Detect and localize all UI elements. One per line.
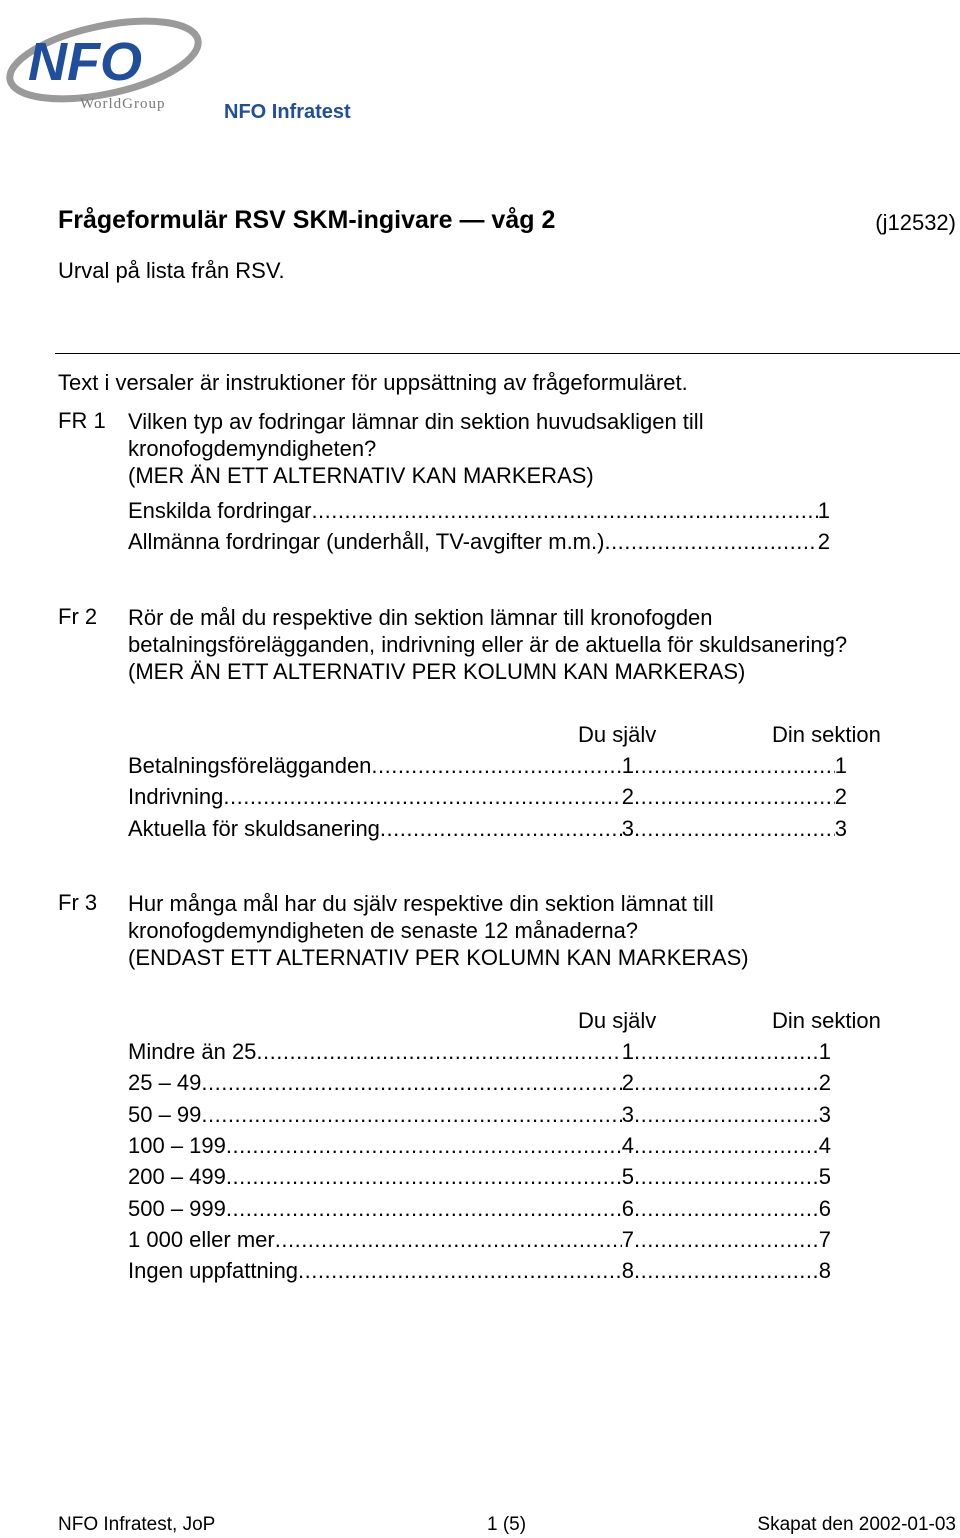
option-label: Indrivning bbox=[128, 784, 224, 810]
self-column bbox=[128, 1227, 634, 1253]
leader-dots bbox=[311, 498, 817, 524]
leader-dots bbox=[634, 1102, 819, 1128]
logo-brand: NFO bbox=[28, 32, 142, 92]
self-code: 5 bbox=[621, 1164, 634, 1190]
leader-dots bbox=[634, 1227, 819, 1253]
self-code: 3 bbox=[621, 1101, 634, 1127]
option-label: 25 – 49 bbox=[128, 1070, 202, 1096]
q3-option-row[interactable] bbox=[128, 1039, 831, 1067]
q3-option-row[interactable] bbox=[128, 1102, 831, 1130]
q1-line: Vilken typ av fodringar lämnar din sektion huvudsakligen till bbox=[128, 409, 704, 434]
leader-dots bbox=[634, 816, 835, 842]
option-label: Aktuella för skuldsanering bbox=[128, 815, 380, 841]
self-column bbox=[128, 816, 634, 842]
self-code: 2 bbox=[621, 1070, 634, 1096]
self-column bbox=[128, 784, 634, 810]
footer-left: NFO Infratest, JoP bbox=[58, 1514, 216, 1535]
section-code: 8 bbox=[818, 1258, 831, 1284]
self-column bbox=[128, 1258, 634, 1284]
leader-dots bbox=[634, 1039, 819, 1065]
form-code: (j12532) bbox=[875, 210, 956, 235]
leader-dots bbox=[604, 529, 817, 555]
q1-option-row[interactable] bbox=[128, 529, 830, 557]
q1-line: (MER ÄN ETT ALTERNATIV KAN MARKERAS) bbox=[128, 463, 594, 488]
leader-dots bbox=[298, 1258, 622, 1284]
q2-text bbox=[128, 604, 847, 685]
q2-col-self: Du själv bbox=[578, 722, 657, 747]
q3-option-row[interactable] bbox=[128, 1070, 831, 1098]
self-column bbox=[128, 1164, 634, 1190]
option-label: Allmänna fordringar (underhåll, TV-avgifter m.m.) bbox=[128, 529, 605, 554]
self-code: 4 bbox=[621, 1132, 634, 1158]
section-code: 4 bbox=[818, 1132, 831, 1158]
nfo-logo bbox=[4, 8, 364, 124]
section-code: 1 bbox=[818, 1039, 831, 1064]
option-label: 200 – 499 bbox=[128, 1164, 226, 1190]
leader-dots bbox=[634, 1070, 819, 1096]
q2-line: (MER ÄN ETT ALTERNATIV PER KOLUMN KAN MARKERAS) bbox=[128, 659, 746, 684]
leader-dots bbox=[226, 1196, 622, 1222]
leader-dots bbox=[201, 1070, 621, 1096]
leader-dots bbox=[634, 1133, 819, 1159]
option-label: 50 – 99 bbox=[128, 1101, 202, 1127]
self-column bbox=[128, 1133, 634, 1159]
q1-text bbox=[128, 408, 704, 489]
q3-option-row[interactable] bbox=[128, 1227, 831, 1255]
self-code: 8 bbox=[621, 1258, 634, 1284]
q3-option-row[interactable] bbox=[128, 1133, 831, 1161]
q2-col-section: Din sektion bbox=[772, 722, 881, 747]
self-code: 1 bbox=[621, 1039, 634, 1064]
self-code: 7 bbox=[621, 1226, 634, 1252]
leader-dots bbox=[634, 1258, 819, 1284]
q3-option-row[interactable] bbox=[128, 1164, 831, 1192]
leader-dots bbox=[275, 1227, 622, 1253]
q3-option-row[interactable] bbox=[128, 1258, 831, 1286]
self-code: 2 bbox=[621, 784, 634, 810]
q2-option-row[interactable] bbox=[128, 753, 847, 781]
footer-created: Skapat den 2002-01-03 bbox=[757, 1514, 956, 1535]
section-code: 7 bbox=[818, 1226, 831, 1252]
q1-number: FR 1 bbox=[58, 408, 106, 433]
page-subtitle: Urval på lista från RSV. bbox=[58, 258, 285, 283]
leader-dots bbox=[634, 1164, 819, 1190]
page-title: Frågeformulär RSV SKM-ingivare — våg 2 bbox=[58, 206, 556, 234]
option-label: 1 000 eller mer bbox=[128, 1226, 275, 1252]
option-label: Mindre än 25 bbox=[128, 1039, 257, 1064]
option-label: Ingen uppfattning bbox=[128, 1258, 299, 1284]
option-label: Enskilda fordringar bbox=[128, 498, 312, 523]
section-code: 2 bbox=[834, 784, 847, 810]
self-column bbox=[128, 1196, 634, 1222]
self-column bbox=[128, 753, 634, 779]
footer-page: 1 (5) bbox=[487, 1514, 527, 1535]
intro-text: Text i versaler är instruktioner för uppsättning av frågeformuläret. bbox=[58, 370, 688, 395]
q1-line: kronofogdemyndigheten? bbox=[128, 436, 377, 461]
self-code: 1 bbox=[621, 753, 634, 778]
section-code: 6 bbox=[818, 1195, 831, 1221]
leader-dots bbox=[256, 1039, 621, 1065]
q3-text bbox=[128, 890, 749, 971]
q3-option-row[interactable] bbox=[128, 1196, 831, 1224]
q2-line: Rör de mål du respektive din sektion lämnar till kronofogden bbox=[128, 605, 713, 630]
leader-dots bbox=[634, 753, 835, 779]
self-code: 6 bbox=[621, 1195, 634, 1221]
q3-number: Fr 3 bbox=[58, 890, 98, 915]
q3-line: Hur många mål har du själv respektive din sektion lämnat till bbox=[128, 891, 714, 916]
option-label: 500 – 999 bbox=[128, 1195, 226, 1221]
q2-line: betalningsförelägganden, indrivning eller är de aktuella för skuldsanering? bbox=[128, 632, 848, 657]
section-code: 3 bbox=[818, 1101, 831, 1127]
self-column bbox=[128, 1070, 634, 1096]
self-column bbox=[128, 1039, 634, 1065]
option-label: Betalningsförelägganden bbox=[128, 753, 372, 778]
leader-dots bbox=[634, 1196, 819, 1222]
section-code: 3 bbox=[834, 815, 847, 841]
leader-dots bbox=[201, 1102, 621, 1128]
section-code: 5 bbox=[818, 1164, 831, 1190]
self-code: 3 bbox=[621, 815, 634, 841]
leader-dots bbox=[226, 1133, 622, 1159]
section-code: 2 bbox=[818, 1070, 831, 1096]
leader-dots bbox=[226, 1164, 622, 1190]
self-column bbox=[128, 1102, 634, 1128]
leader-dots bbox=[223, 784, 621, 810]
logo-sub: NFO Infratest bbox=[224, 101, 351, 123]
logo-group: WorldGroup bbox=[80, 96, 166, 112]
q2-option-row[interactable] bbox=[128, 784, 847, 812]
section-code: 1 bbox=[834, 753, 847, 778]
q3-col-self: Du själv bbox=[578, 1008, 657, 1033]
q2-number: Fr 2 bbox=[58, 604, 98, 629]
option-code: 2 bbox=[817, 529, 830, 554]
leader-dots bbox=[380, 816, 622, 842]
q1-option-row[interactable] bbox=[128, 498, 830, 526]
leader-dots bbox=[634, 784, 835, 810]
leader-dots bbox=[371, 753, 621, 779]
q3-col-section: Din sektion bbox=[772, 1008, 881, 1033]
q3-line: kronofogdemyndigheten de senaste 12 månaderna? bbox=[128, 918, 639, 943]
option-code: 1 bbox=[817, 498, 830, 523]
option-label: 100 – 199 bbox=[128, 1132, 226, 1158]
q2-option-row[interactable] bbox=[128, 816, 847, 844]
q3-line: (ENDAST ETT ALTERNATIV PER KOLUMN KAN MARKERAS) bbox=[128, 945, 749, 970]
divider bbox=[55, 353, 960, 354]
